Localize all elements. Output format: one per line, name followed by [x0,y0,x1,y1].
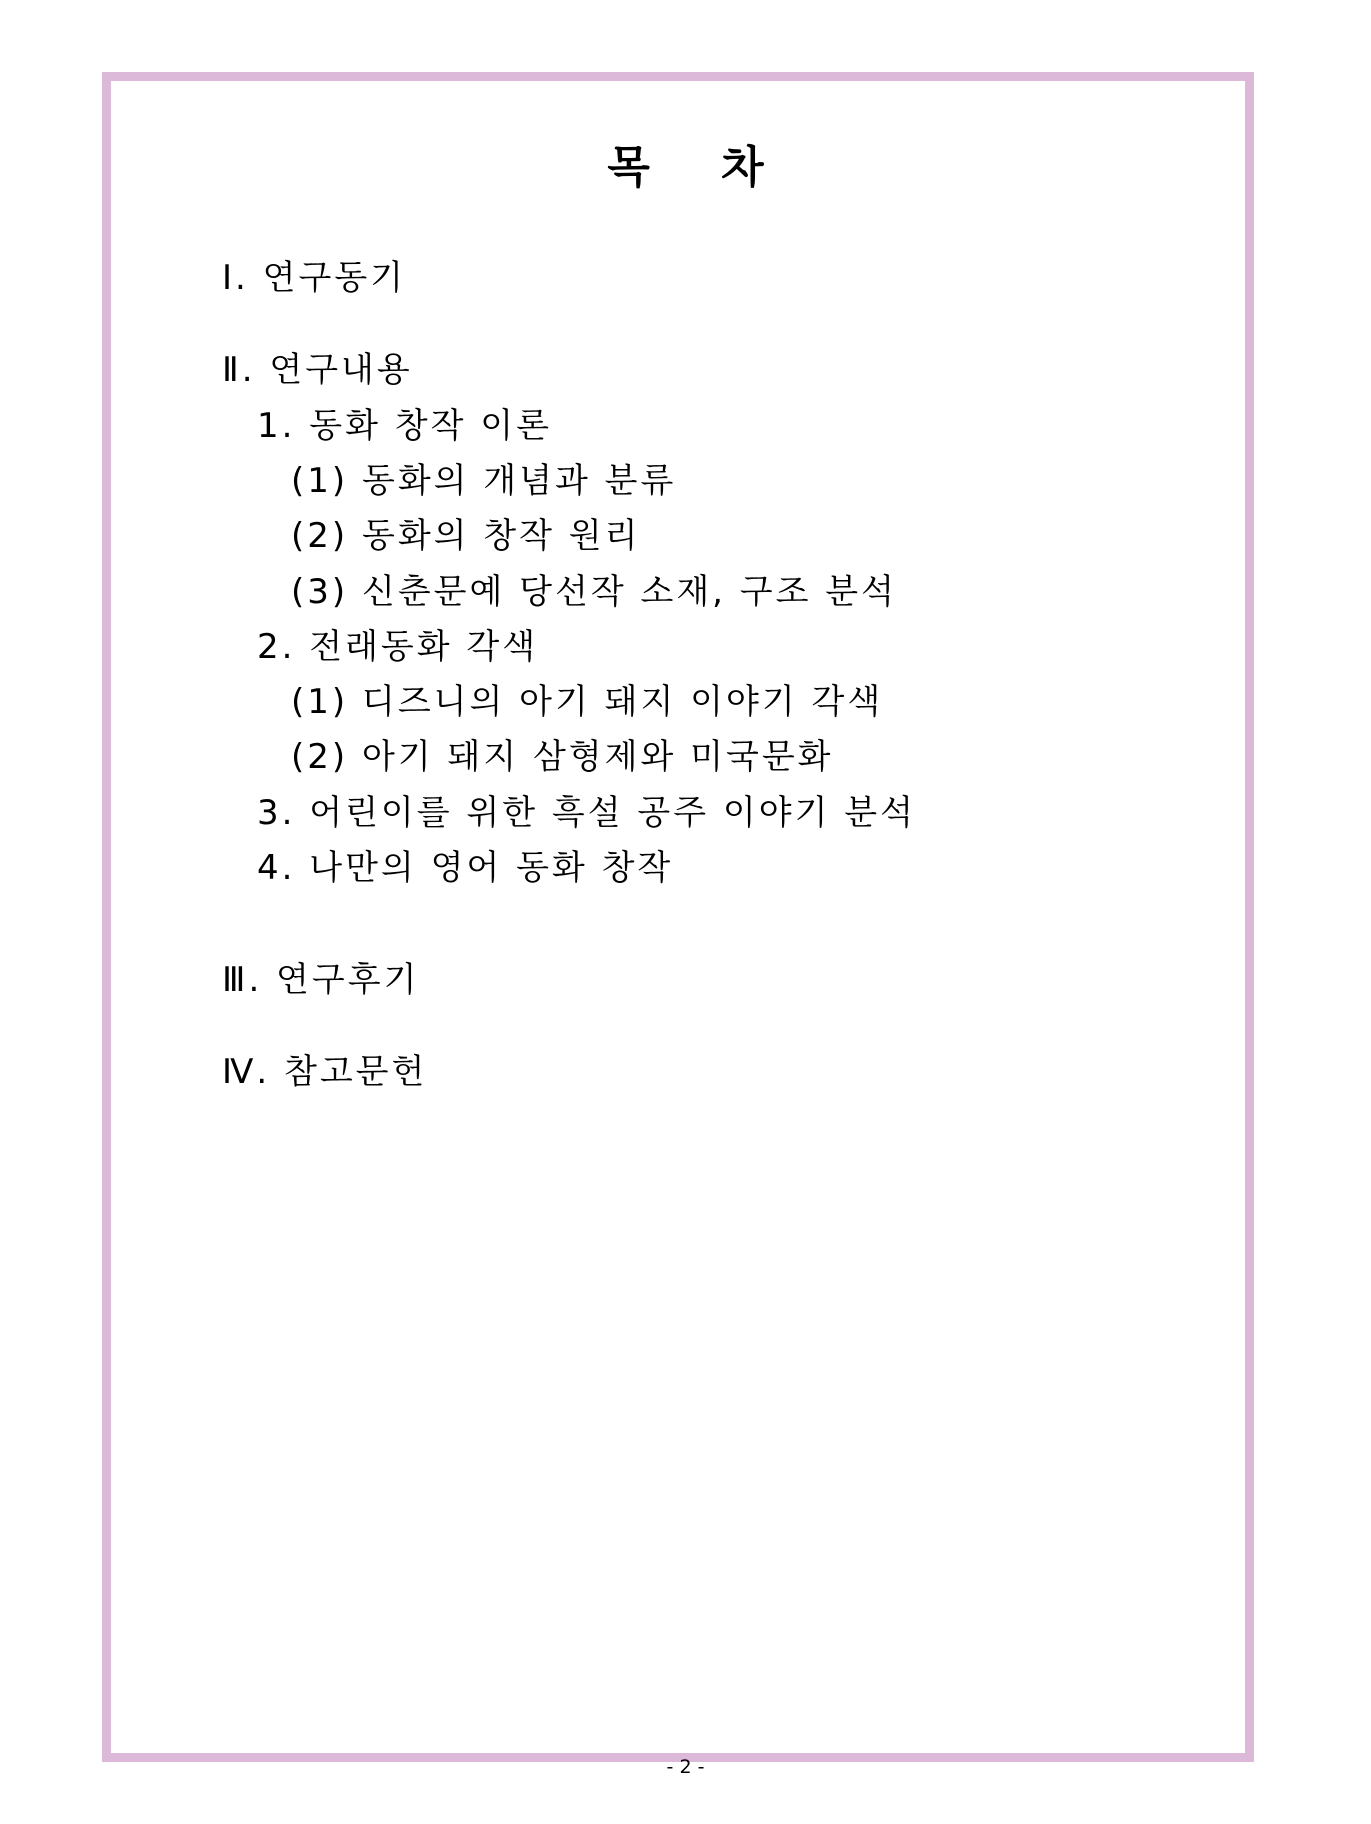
toc-item-2-2-1: (1) 디즈니의 아기 돼지 이야기 각색 [291,682,884,722]
page-border-frame [102,72,1254,1762]
toc-item-2-1-1: (1) 동화의 개념과 분류 [291,461,677,501]
toc-subsection-2-3: 3. 어린이를 위한 흑설 공주 이야기 분석 [257,793,916,833]
toc-subsection-2-2: 2. 전래동화 각색 [257,627,539,667]
toc-section-4: Ⅳ. 참고문헌 [222,1052,428,1092]
toc-item-2-1-2: (2) 동화의 창작 원리 [291,516,641,556]
toc-item-2-1-3: (3) 신춘문예 당선작 소재, 구조 분석 [291,572,897,612]
toc-item-2-2-2: (2) 아기 돼지 삼형제와 미국문화 [291,737,834,777]
toc-section-2: Ⅱ. 연구내용 [222,350,413,390]
toc-section-1: Ⅰ. 연구동기 [222,258,407,298]
toc-subsection-2-1: 1. 동화 창작 이론 [257,406,552,446]
toc-section-3: Ⅲ. 연구후기 [222,960,420,1000]
toc-subsection-2-4: 4. 나만의 영어 동화 창작 [257,848,674,888]
page-number: - 2 - [666,1756,705,1778]
toc-title: 목 차 [607,142,792,193]
